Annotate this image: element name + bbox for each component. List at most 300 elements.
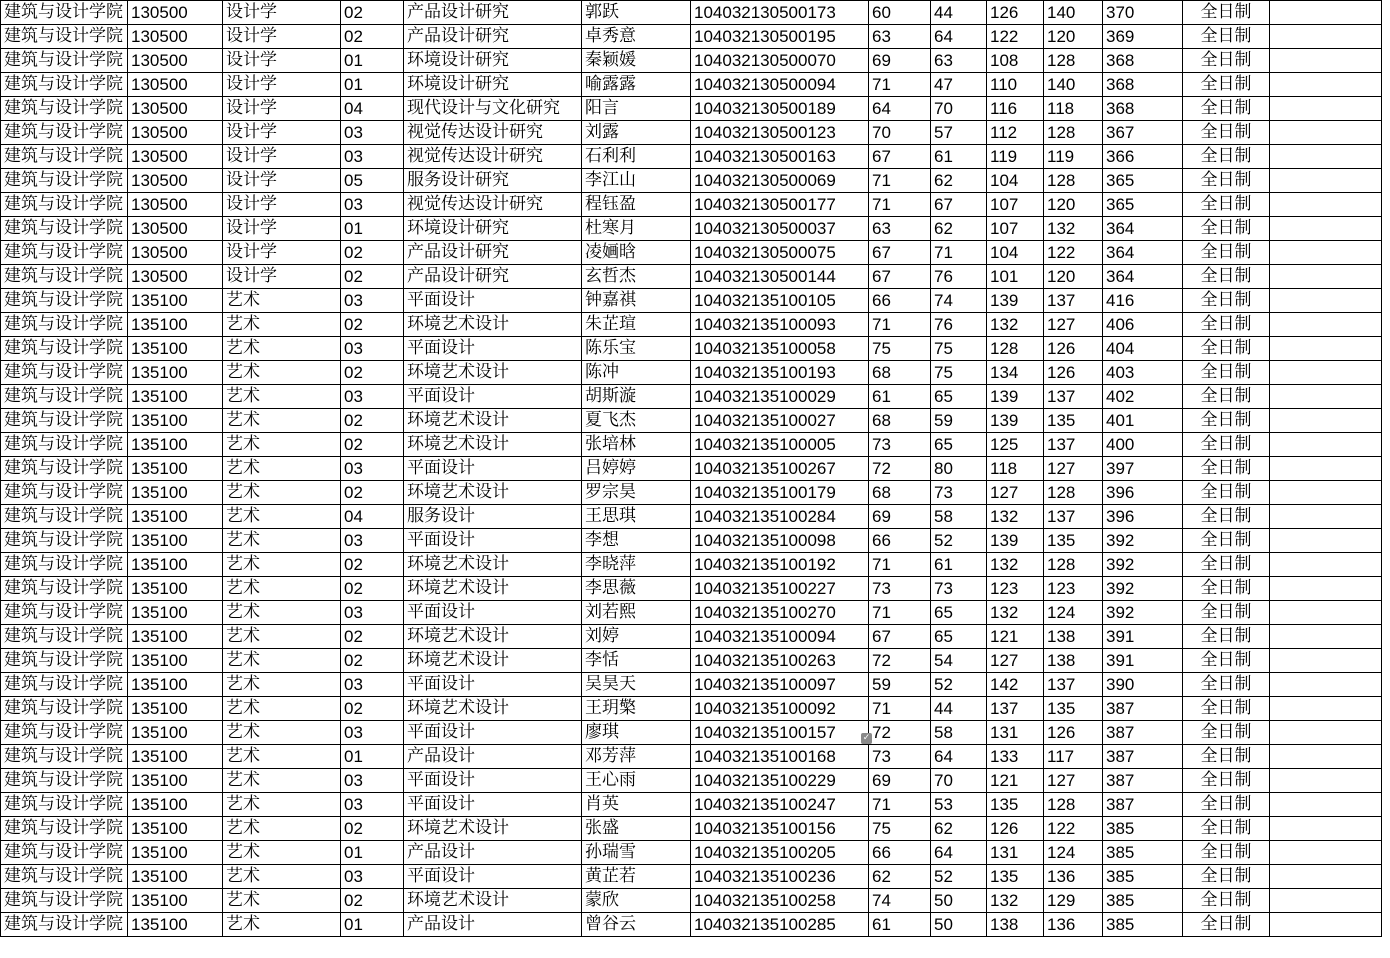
cell-direction-name[interactable]: 产品设计研究 [404, 265, 582, 289]
cell-politics-score[interactable]: 66 [869, 529, 931, 553]
cell-college[interactable]: 建筑与设计学院 [1, 337, 128, 361]
cell-student-name[interactable]: 胡斯漩 [582, 385, 691, 409]
cell-subject2-score[interactable]: 135 [1044, 529, 1103, 553]
cell-study-mode[interactable]: 全日制 [1183, 97, 1270, 121]
cell-total-score[interactable]: 396 [1103, 481, 1183, 505]
cell-english-score[interactable]: 53 [931, 793, 987, 817]
cell-direction-name[interactable]: 环境艺术设计 [404, 577, 582, 601]
cell-total-score[interactable]: 385 [1103, 913, 1183, 937]
cell-student-name[interactable]: 李恬 [582, 649, 691, 673]
cell-subject2-score[interactable]: 120 [1044, 265, 1103, 289]
cell-english-score[interactable]: 54 [931, 649, 987, 673]
cell-english-score[interactable]: 52 [931, 865, 987, 889]
cell-major-code[interactable]: 130500 [128, 49, 223, 73]
cell-exam-id[interactable]: 104032130500070 [691, 49, 869, 73]
cell-empty[interactable] [1270, 553, 1382, 577]
cell-direction-code[interactable]: 03 [341, 457, 404, 481]
cell-direction-code[interactable]: 03 [341, 385, 404, 409]
cell-student-name[interactable]: 张盛 [582, 817, 691, 841]
cell-direction-code[interactable]: 01 [341, 217, 404, 241]
cell-major-code[interactable]: 135100 [128, 913, 223, 937]
cell-major-name[interactable]: 艺术 [223, 841, 341, 865]
cell-empty[interactable] [1270, 889, 1382, 913]
cell-student-name[interactable]: 郭跃 [582, 1, 691, 25]
cell-total-score[interactable]: 391 [1103, 625, 1183, 649]
cell-direction-name[interactable]: 产品设计研究 [404, 25, 582, 49]
cell-exam-id[interactable]: 104032130500037 [691, 217, 869, 241]
cell-study-mode[interactable]: 全日制 [1183, 553, 1270, 577]
cell-major-code[interactable]: 135100 [128, 793, 223, 817]
cell-subject1-score[interactable]: 123 [987, 577, 1044, 601]
cell-major-name[interactable]: 艺术 [223, 625, 341, 649]
cell-empty[interactable] [1270, 865, 1382, 889]
cell-total-score[interactable]: 387 [1103, 697, 1183, 721]
cell-total-score[interactable]: 385 [1103, 817, 1183, 841]
cell-major-code[interactable]: 135100 [128, 889, 223, 913]
cell-subject2-score[interactable]: 119 [1044, 145, 1103, 169]
cell-direction-code[interactable]: 01 [341, 73, 404, 97]
cell-college[interactable]: 建筑与设计学院 [1, 697, 128, 721]
cell-direction-name[interactable]: 产品设计 [404, 913, 582, 937]
cell-study-mode[interactable]: 全日制 [1183, 601, 1270, 625]
cell-subject2-score[interactable]: 137 [1044, 505, 1103, 529]
cell-study-mode[interactable]: 全日制 [1183, 721, 1270, 745]
cell-politics-score[interactable]: 69 [869, 49, 931, 73]
cell-subject1-score[interactable]: 110 [987, 73, 1044, 97]
cell-direction-name[interactable]: 环境艺术设计 [404, 625, 582, 649]
cell-subject2-score[interactable]: 120 [1044, 193, 1103, 217]
cell-college[interactable]: 建筑与设计学院 [1, 49, 128, 73]
cell-exam-id[interactable]: 104032135100236 [691, 865, 869, 889]
cell-empty[interactable] [1270, 289, 1382, 313]
cell-direction-name[interactable]: 平面设计 [404, 721, 582, 745]
cell-politics-score[interactable]: 67 [869, 241, 931, 265]
cell-direction-code[interactable]: 02 [341, 481, 404, 505]
cell-total-score[interactable]: 402 [1103, 385, 1183, 409]
cell-major-name[interactable]: 艺术 [223, 913, 341, 937]
cell-empty[interactable] [1270, 769, 1382, 793]
cell-college[interactable]: 建筑与设计学院 [1, 193, 128, 217]
cell-total-score[interactable]: 404 [1103, 337, 1183, 361]
cell-major-name[interactable]: 设计学 [223, 265, 341, 289]
cell-major-name[interactable]: 艺术 [223, 481, 341, 505]
cell-politics-score[interactable]: 59 [869, 673, 931, 697]
cell-subject2-score[interactable]: 137 [1044, 673, 1103, 697]
cell-major-code[interactable]: 135100 [128, 865, 223, 889]
cell-major-code[interactable]: 130500 [128, 25, 223, 49]
cell-major-code[interactable]: 135100 [128, 529, 223, 553]
cell-direction-code[interactable]: 02 [341, 817, 404, 841]
cell-english-score[interactable]: 75 [931, 361, 987, 385]
cell-subject1-score[interactable]: 134 [987, 361, 1044, 385]
cell-major-code[interactable]: 135100 [128, 577, 223, 601]
cell-empty[interactable] [1270, 313, 1382, 337]
cell-subject2-score[interactable]: 128 [1044, 49, 1103, 73]
cell-exam-id[interactable]: 104032135100179 [691, 481, 869, 505]
cell-major-code[interactable]: 130500 [128, 217, 223, 241]
cell-study-mode[interactable]: 全日制 [1183, 337, 1270, 361]
cell-exam-id[interactable]: 104032130500177 [691, 193, 869, 217]
cell-college[interactable]: 建筑与设计学院 [1, 25, 128, 49]
cell-exam-id[interactable]: 104032135100229 [691, 769, 869, 793]
cell-major-code[interactable]: 135100 [128, 385, 223, 409]
cell-direction-name[interactable]: 产品设计 [404, 745, 582, 769]
cell-direction-code[interactable]: 02 [341, 25, 404, 49]
cell-major-code[interactable]: 130500 [128, 265, 223, 289]
cell-direction-name[interactable]: 现代设计与文化研究 [404, 97, 582, 121]
cell-student-name[interactable]: 邓芳萍 [582, 745, 691, 769]
cell-student-name[interactable]: 王心雨 [582, 769, 691, 793]
cell-politics-score[interactable]: 63 [869, 25, 931, 49]
cell-subject1-score[interactable]: 132 [987, 313, 1044, 337]
cell-college[interactable]: 建筑与设计学院 [1, 721, 128, 745]
cell-politics-score[interactable]: 67 [869, 625, 931, 649]
cell-major-name[interactable]: 艺术 [223, 553, 341, 577]
cell-college[interactable]: 建筑与设计学院 [1, 457, 128, 481]
cell-major-name[interactable]: 设计学 [223, 193, 341, 217]
cell-student-name[interactable]: 廖琪 [582, 721, 691, 745]
cell-subject2-score[interactable]: 117 [1044, 745, 1103, 769]
cell-politics-score[interactable]: 64 [869, 97, 931, 121]
cell-major-name[interactable]: 艺术 [223, 745, 341, 769]
cell-study-mode[interactable]: 全日制 [1183, 385, 1270, 409]
cell-subject1-score[interactable]: 101 [987, 265, 1044, 289]
cell-study-mode[interactable]: 全日制 [1183, 697, 1270, 721]
cell-subject2-score[interactable]: 128 [1044, 121, 1103, 145]
cell-exam-id[interactable]: 104032135100029 [691, 385, 869, 409]
cell-politics-score[interactable]: 68 [869, 361, 931, 385]
cell-empty[interactable] [1270, 817, 1382, 841]
cell-subject1-score[interactable]: 119 [987, 145, 1044, 169]
cell-total-score[interactable]: 385 [1103, 841, 1183, 865]
cell-subject1-score[interactable]: 131 [987, 841, 1044, 865]
cell-major-name[interactable]: 设计学 [223, 169, 341, 193]
cell-college[interactable]: 建筑与设计学院 [1, 313, 128, 337]
cell-direction-name[interactable]: 环境艺术设计 [404, 649, 582, 673]
cell-subject2-score[interactable]: 137 [1044, 433, 1103, 457]
cell-empty[interactable] [1270, 529, 1382, 553]
cell-direction-code[interactable]: 02 [341, 241, 404, 265]
cell-direction-name[interactable]: 产品设计研究 [404, 1, 582, 25]
cell-student-name[interactable]: 王思琪 [582, 505, 691, 529]
cell-subject2-score[interactable]: 126 [1044, 337, 1103, 361]
cell-major-code[interactable]: 135100 [128, 481, 223, 505]
cell-exam-id[interactable]: 104032135100258 [691, 889, 869, 913]
cell-english-score[interactable]: 44 [931, 1, 987, 25]
cell-empty[interactable] [1270, 169, 1382, 193]
cell-english-score[interactable]: 65 [931, 625, 987, 649]
cell-english-score[interactable]: 80 [931, 457, 987, 481]
cell-major-code[interactable]: 130500 [128, 97, 223, 121]
cell-major-name[interactable]: 设计学 [223, 73, 341, 97]
cell-subject1-score[interactable]: 131 [987, 721, 1044, 745]
cell-total-score[interactable]: 370 [1103, 1, 1183, 25]
cell-total-score[interactable]: 365 [1103, 193, 1183, 217]
cell-study-mode[interactable]: 全日制 [1183, 649, 1270, 673]
cell-direction-code[interactable]: 03 [341, 721, 404, 745]
cell-direction-code[interactable]: 05 [341, 169, 404, 193]
cell-exam-id[interactable]: 104032130500189 [691, 97, 869, 121]
cell-exam-id[interactable]: 104032135100247 [691, 793, 869, 817]
cell-politics-score[interactable]: 67 [869, 145, 931, 169]
cell-major-code[interactable]: 135100 [128, 697, 223, 721]
cell-politics-score[interactable]: 60 [869, 1, 931, 25]
cell-subject2-score[interactable]: 122 [1044, 241, 1103, 265]
cell-major-name[interactable]: 艺术 [223, 337, 341, 361]
cell-college[interactable]: 建筑与设计学院 [1, 625, 128, 649]
cell-major-name[interactable]: 设计学 [223, 217, 341, 241]
cell-direction-code[interactable]: 01 [341, 841, 404, 865]
cell-major-code[interactable]: 135100 [128, 745, 223, 769]
cell-direction-name[interactable]: 环境艺术设计 [404, 889, 582, 913]
cell-college[interactable]: 建筑与设计学院 [1, 769, 128, 793]
cell-english-score[interactable]: 70 [931, 769, 987, 793]
cell-direction-name[interactable]: 环境设计研究 [404, 73, 582, 97]
cell-student-name[interactable]: 玄哲杰 [582, 265, 691, 289]
cell-direction-code[interactable]: 03 [341, 529, 404, 553]
cell-major-code[interactable]: 135100 [128, 457, 223, 481]
cell-direction-name[interactable]: 平面设计 [404, 769, 582, 793]
cell-subject2-score[interactable]: 124 [1044, 841, 1103, 865]
cell-student-name[interactable]: 李思薇 [582, 577, 691, 601]
cell-politics-score[interactable]: 74 [869, 889, 931, 913]
cell-politics-score[interactable]: 66 [869, 289, 931, 313]
cell-study-mode[interactable]: 全日制 [1183, 265, 1270, 289]
cell-politics-score[interactable]: 72 [869, 721, 931, 745]
cell-student-name[interactable]: 石利利 [582, 145, 691, 169]
cell-direction-name[interactable]: 平面设计 [404, 673, 582, 697]
cell-english-score[interactable]: 71 [931, 241, 987, 265]
cell-major-code[interactable]: 135100 [128, 289, 223, 313]
cell-major-name[interactable]: 设计学 [223, 25, 341, 49]
cell-empty[interactable] [1270, 601, 1382, 625]
cell-english-score[interactable]: 47 [931, 73, 987, 97]
cell-empty[interactable] [1270, 193, 1382, 217]
cell-politics-score[interactable]: 68 [869, 409, 931, 433]
cell-major-name[interactable]: 艺术 [223, 577, 341, 601]
cell-major-code[interactable]: 135100 [128, 721, 223, 745]
cell-politics-score[interactable]: 66 [869, 841, 931, 865]
cell-major-name[interactable]: 艺术 [223, 889, 341, 913]
cell-college[interactable]: 建筑与设计学院 [1, 409, 128, 433]
cell-major-code[interactable]: 130500 [128, 145, 223, 169]
cell-direction-name[interactable]: 环境艺术设计 [404, 313, 582, 337]
cell-total-score[interactable]: 365 [1103, 169, 1183, 193]
cell-subject1-score[interactable]: 132 [987, 553, 1044, 577]
cell-student-name[interactable]: 王玥檠 [582, 697, 691, 721]
cell-study-mode[interactable]: 全日制 [1183, 457, 1270, 481]
cell-student-name[interactable]: 李江山 [582, 169, 691, 193]
cell-college[interactable]: 建筑与设计学院 [1, 1, 128, 25]
cell-subject2-score[interactable]: 138 [1044, 649, 1103, 673]
cell-direction-code[interactable]: 01 [341, 913, 404, 937]
cell-politics-score[interactable]: 71 [869, 697, 931, 721]
cell-study-mode[interactable]: 全日制 [1183, 481, 1270, 505]
cell-student-name[interactable]: 吕婷婷 [582, 457, 691, 481]
cell-college[interactable]: 建筑与设计学院 [1, 841, 128, 865]
cell-direction-name[interactable]: 环境艺术设计 [404, 697, 582, 721]
cell-subject1-score[interactable]: 132 [987, 601, 1044, 625]
cell-student-name[interactable]: 吴昊天 [582, 673, 691, 697]
cell-empty[interactable] [1270, 25, 1382, 49]
cell-exam-id[interactable]: 104032135100157 [691, 721, 869, 745]
cell-direction-name[interactable]: 平面设计 [404, 457, 582, 481]
cell-exam-id[interactable]: 104032135100094 [691, 625, 869, 649]
cell-english-score[interactable]: 57 [931, 121, 987, 145]
cell-major-name[interactable]: 艺术 [223, 385, 341, 409]
cell-major-code[interactable]: 130500 [128, 241, 223, 265]
cell-direction-name[interactable]: 环境艺术设计 [404, 409, 582, 433]
cell-major-name[interactable]: 艺术 [223, 697, 341, 721]
cell-major-name[interactable]: 设计学 [223, 121, 341, 145]
cell-subject2-score[interactable]: 128 [1044, 793, 1103, 817]
cell-direction-code[interactable]: 03 [341, 289, 404, 313]
cell-subject1-score[interactable]: 118 [987, 457, 1044, 481]
cell-empty[interactable] [1270, 265, 1382, 289]
cell-direction-name[interactable]: 环境艺术设计 [404, 433, 582, 457]
cell-exam-id[interactable]: 104032130500123 [691, 121, 869, 145]
cell-politics-score[interactable]: 67 [869, 265, 931, 289]
cell-study-mode[interactable]: 全日制 [1183, 289, 1270, 313]
cell-student-name[interactable]: 朱芷瑄 [582, 313, 691, 337]
cell-college[interactable]: 建筑与设计学院 [1, 865, 128, 889]
cell-student-name[interactable]: 凌婳晗 [582, 241, 691, 265]
cell-exam-id[interactable]: 104032130500163 [691, 145, 869, 169]
cell-college[interactable]: 建筑与设计学院 [1, 121, 128, 145]
cell-study-mode[interactable]: 全日制 [1183, 409, 1270, 433]
cell-exam-id[interactable]: 104032130500069 [691, 169, 869, 193]
cell-subject1-score[interactable]: 126 [987, 1, 1044, 25]
cell-direction-code[interactable]: 03 [341, 769, 404, 793]
cell-direction-name[interactable]: 产品设计研究 [404, 241, 582, 265]
cell-student-name[interactable]: 张培林 [582, 433, 691, 457]
cell-student-name[interactable]: 陈冲 [582, 361, 691, 385]
cell-english-score[interactable]: 64 [931, 25, 987, 49]
cell-subject1-score[interactable]: 139 [987, 529, 1044, 553]
cell-study-mode[interactable]: 全日制 [1183, 25, 1270, 49]
cell-student-name[interactable]: 杜寒月 [582, 217, 691, 241]
cell-english-score[interactable]: 76 [931, 265, 987, 289]
cell-exam-id[interactable]: 104032135100263 [691, 649, 869, 673]
cell-politics-score[interactable]: 71 [869, 601, 931, 625]
cell-study-mode[interactable]: 全日制 [1183, 745, 1270, 769]
cell-subject2-score[interactable]: 126 [1044, 361, 1103, 385]
cell-empty[interactable] [1270, 409, 1382, 433]
cell-politics-score[interactable]: 71 [869, 73, 931, 97]
cell-direction-name[interactable]: 平面设计 [404, 601, 582, 625]
cell-college[interactable]: 建筑与设计学院 [1, 649, 128, 673]
cell-student-name[interactable]: 黄芷若 [582, 865, 691, 889]
cell-direction-name[interactable]: 环境艺术设计 [404, 817, 582, 841]
cell-major-code[interactable]: 130500 [128, 169, 223, 193]
cell-exam-id[interactable]: 104032130500075 [691, 241, 869, 265]
cell-empty[interactable] [1270, 145, 1382, 169]
cell-exam-id[interactable]: 104032135100027 [691, 409, 869, 433]
cell-study-mode[interactable]: 全日制 [1183, 577, 1270, 601]
cell-exam-id[interactable]: 104032130500144 [691, 265, 869, 289]
cell-english-score[interactable]: 75 [931, 337, 987, 361]
cell-major-code[interactable]: 130500 [128, 193, 223, 217]
cell-empty[interactable] [1270, 793, 1382, 817]
cell-empty[interactable] [1270, 385, 1382, 409]
cell-exam-id[interactable]: 104032135100058 [691, 337, 869, 361]
cell-english-score[interactable]: 52 [931, 529, 987, 553]
cell-college[interactable]: 建筑与设计学院 [1, 385, 128, 409]
cell-exam-id[interactable]: 104032130500195 [691, 25, 869, 49]
cell-major-code[interactable]: 130500 [128, 121, 223, 145]
cell-major-name[interactable]: 艺术 [223, 721, 341, 745]
cell-subject1-score[interactable]: 138 [987, 913, 1044, 937]
cell-direction-code[interactable]: 03 [341, 673, 404, 697]
cell-empty[interactable] [1270, 361, 1382, 385]
cell-empty[interactable] [1270, 721, 1382, 745]
cell-subject1-score[interactable]: 122 [987, 25, 1044, 49]
cell-subject2-score[interactable]: 140 [1044, 1, 1103, 25]
cell-college[interactable]: 建筑与设计学院 [1, 217, 128, 241]
cell-exam-id[interactable]: 104032135100284 [691, 505, 869, 529]
cell-major-name[interactable]: 艺术 [223, 313, 341, 337]
cell-student-name[interactable]: 罗宗昊 [582, 481, 691, 505]
cell-exam-id[interactable]: 104032135100093 [691, 313, 869, 337]
cell-college[interactable]: 建筑与设计学院 [1, 553, 128, 577]
cell-exam-id[interactable]: 104032135100092 [691, 697, 869, 721]
cell-study-mode[interactable]: 全日制 [1183, 913, 1270, 937]
cell-study-mode[interactable]: 全日制 [1183, 505, 1270, 529]
cell-student-name[interactable]: 阳言 [582, 97, 691, 121]
cell-english-score[interactable]: 63 [931, 49, 987, 73]
cell-subject1-score[interactable]: 104 [987, 169, 1044, 193]
cell-direction-code[interactable]: 01 [341, 745, 404, 769]
cell-direction-name[interactable]: 服务设计 [404, 505, 582, 529]
cell-college[interactable]: 建筑与设计学院 [1, 745, 128, 769]
cell-english-score[interactable]: 59 [931, 409, 987, 433]
cell-college[interactable]: 建筑与设计学院 [1, 481, 128, 505]
cell-subject2-score[interactable]: 127 [1044, 457, 1103, 481]
cell-college[interactable]: 建筑与设计学院 [1, 889, 128, 913]
cell-empty[interactable] [1270, 121, 1382, 145]
cell-exam-id[interactable]: 104032135100270 [691, 601, 869, 625]
cell-direction-code[interactable]: 02 [341, 697, 404, 721]
cell-empty[interactable] [1270, 649, 1382, 673]
cell-total-score[interactable]: 416 [1103, 289, 1183, 313]
cell-total-score[interactable]: 391 [1103, 649, 1183, 673]
cell-subject1-score[interactable]: 139 [987, 385, 1044, 409]
cell-major-code[interactable]: 135100 [128, 769, 223, 793]
comment-marker-icon[interactable]: ✓ [862, 733, 871, 743]
cell-direction-code[interactable]: 03 [341, 193, 404, 217]
cell-major-code[interactable]: 135100 [128, 817, 223, 841]
cell-direction-name[interactable]: 环境设计研究 [404, 49, 582, 73]
cell-study-mode[interactable]: 全日制 [1183, 313, 1270, 337]
cell-college[interactable]: 建筑与设计学院 [1, 529, 128, 553]
cell-empty[interactable] [1270, 577, 1382, 601]
cell-subject1-score[interactable]: 128 [987, 337, 1044, 361]
cell-total-score[interactable]: 387 [1103, 769, 1183, 793]
cell-major-code[interactable]: 135100 [128, 433, 223, 457]
cell-exam-id[interactable]: 104032135100285 [691, 913, 869, 937]
cell-major-code[interactable]: 130500 [128, 1, 223, 25]
cell-total-score[interactable]: 392 [1103, 577, 1183, 601]
cell-direction-code[interactable]: 02 [341, 889, 404, 913]
cell-politics-score[interactable]: 63 [869, 217, 931, 241]
cell-study-mode[interactable]: 全日制 [1183, 361, 1270, 385]
cell-subject1-score[interactable]: 139 [987, 409, 1044, 433]
cell-student-name[interactable]: 卓秀意 [582, 25, 691, 49]
cell-total-score[interactable]: 392 [1103, 553, 1183, 577]
cell-total-score[interactable]: 401 [1103, 409, 1183, 433]
cell-english-score[interactable]: 67 [931, 193, 987, 217]
cell-direction-code[interactable]: 04 [341, 505, 404, 529]
